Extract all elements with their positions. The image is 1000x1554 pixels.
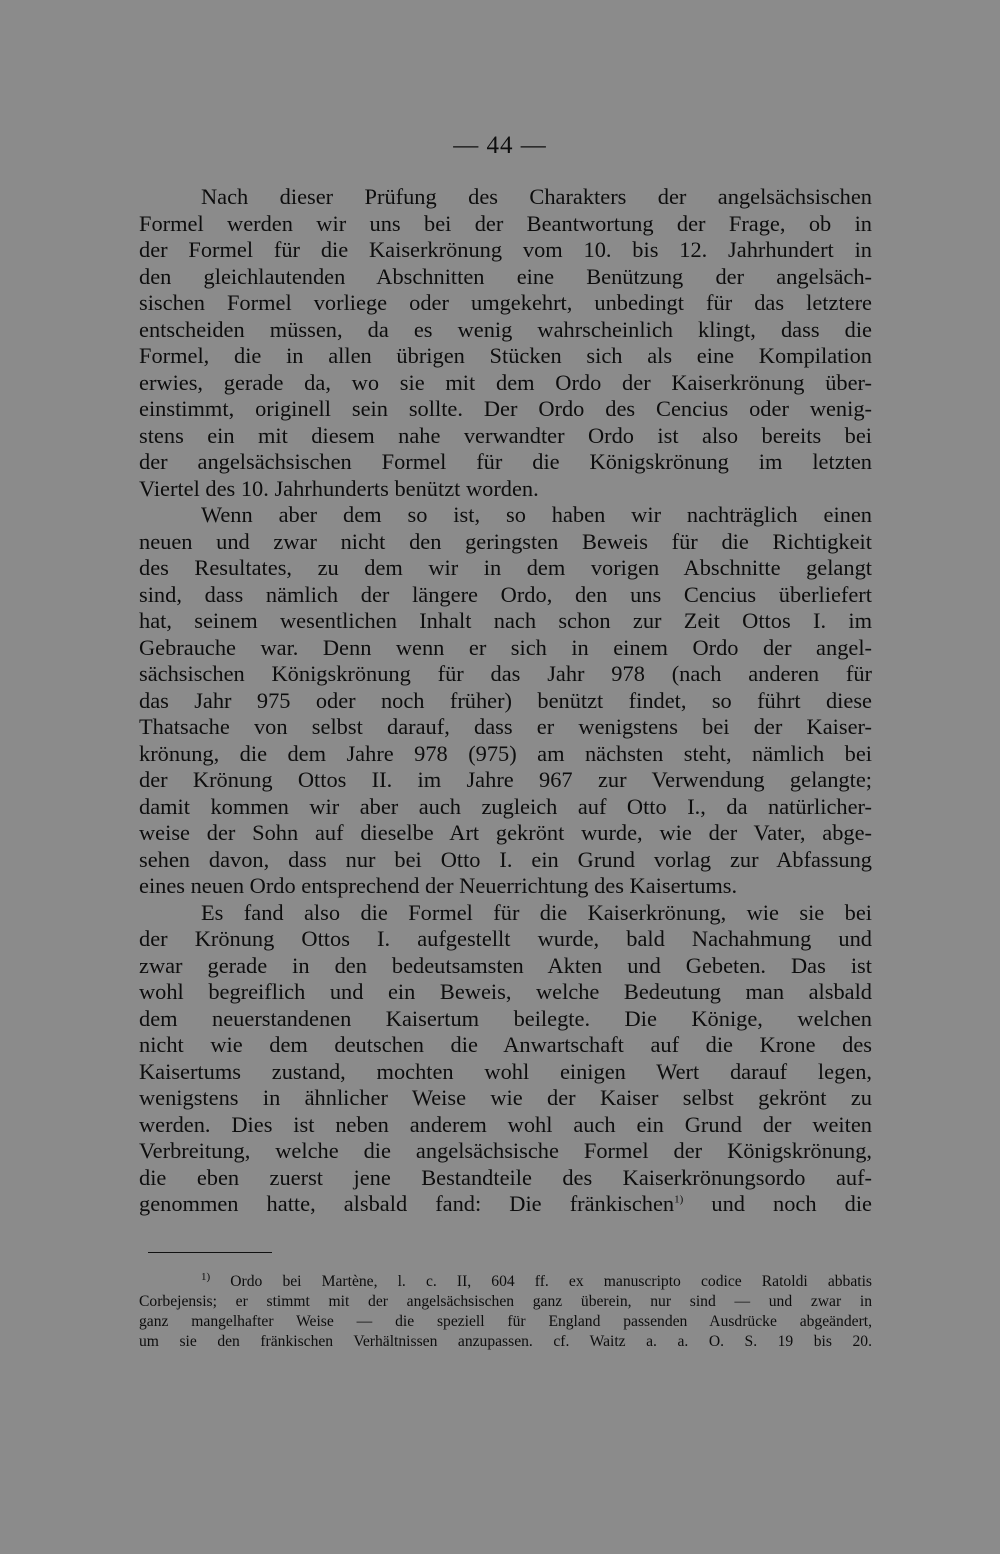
text-line: hat, seinem wesentlichen Inhalt nach schon zur Zeit Ottos I. im	[139, 608, 872, 633]
footnote-reference[interactable]: 1)	[674, 1193, 684, 1206]
text-line: eines neuen Ordo entsprechend der Neuerrichtung des Kaisertums.	[139, 873, 738, 898]
text-line: Verbreitung, welche die angelsächsische Formel der Königskrönung,	[139, 1138, 872, 1163]
footnote-line: um sie den fränkischen Verhältnissen anzupassen. cf. Waitz a. a. O. S. 19 bis 20.	[139, 1333, 872, 1350]
text-line: entscheiden müssen, da es wenig wahrscheinlich klingt, dass die	[139, 316, 872, 342]
text-fragment: und noch die	[711, 1191, 872, 1216]
text-line: wenigstens in ähnlicher Weise wie der Kaiser selbst gekrönt zu	[139, 1085, 872, 1110]
footnote-marker: 1)	[201, 1270, 211, 1283]
text-line: sehen davon, dass nur bei Otto I. ein Grund vorlag zur Abfassung	[139, 846, 872, 872]
paragraph-2	[139, 502, 872, 900]
text-line: sächsischen Königskrönung für das Jahr 978 (nach anderen für	[139, 661, 872, 686]
text-line: wohl begreiflich und ein Beweis, welche Bedeutung man alsbald	[139, 979, 872, 1004]
body-text	[139, 184, 872, 1218]
footnote-text: Ordo bei Martène, l. c. II, 604 ff. ex manuscripto codice Ratoldi abbatis	[230, 1273, 872, 1290]
text-line: einstimmt, originell sein sollte. Der Ordo des Cencius oder wenig-	[139, 396, 872, 421]
text-line: des Resultates, zu dem wir in dem vorigen Abschnitte gelangt	[139, 555, 872, 580]
text-line: die eben zuerst jene Bestandteile des Kaiserkrönungsordo auf-	[139, 1164, 872, 1190]
text-line: sind, dass nämlich der längere Ordo, den uns Cencius überliefert	[139, 581, 872, 607]
text-line: sischen Formel vorliege oder umgekehrt, unbedingt für das letztere	[139, 290, 872, 315]
text-line: damit kommen wir aber auch zugleich auf Otto I., da natürlicher-	[139, 793, 872, 819]
text-line: zwar gerade in den bedeutsamsten Akten und Gebeten. Das ist	[139, 952, 872, 978]
text-line: der Krönung Ottos I. aufgestellt wurde, bald Nachahmung und	[139, 926, 872, 951]
text-line: stens ein mit diesem nahe verwandter Ordo ist also bereits bei	[139, 422, 872, 448]
text-line: Formel, die in allen übrigen Stücken sich als eine Kompilation	[139, 343, 872, 368]
text-line: der angelsächsischen Formel für die Königskrönung im letzten	[139, 449, 872, 474]
text-line: neuen und zwar nicht den geringsten Beweis für die Richtigkeit	[139, 528, 872, 554]
text-line: Thatsache von selbst darauf, dass er wenigstens bei der Kaiser-	[139, 714, 872, 739]
text-fragment: genommen hatte, alsbald fand: Die fränkischen	[139, 1191, 675, 1216]
text-line: erwies, gerade da, wo sie mit dem Ordo der Kaiserkrönung über-	[139, 369, 872, 395]
text-line: Gebrauche war. Denn wenn er sich in einem Ordo der angel-	[139, 634, 872, 660]
footnotes	[139, 1272, 872, 1352]
text-line: der Formel für die Kaiserkrönung vom 10. bis 12. Jahrhundert in	[139, 237, 872, 262]
paragraph-3	[139, 900, 872, 1218]
page-number: — 44 —	[453, 132, 547, 159]
footnote-line: Corbejensis; er stimmt mit der angelsächsischen ganz überein, nur sind — und zwar in	[139, 1293, 872, 1310]
footnote-line	[139, 1272, 872, 1292]
text-line: dem neuerstandenen Kaisertum beilegte. Die Könige, welchen	[139, 1005, 872, 1031]
text-line: Nach dieser Prüfung des Charakters der angelsächsischen	[201, 184, 872, 209]
text-line: krönung, die dem Jahre 978 (975) am nächsten steht, nämlich bei	[139, 740, 872, 766]
text-line: weise der Sohn auf dieselbe Art gekrönt wurde, wie der Vater, abge-	[139, 820, 872, 845]
footnote-divider	[148, 1252, 272, 1253]
text-line: Kaisertums zustand, mochten wohl einigen Wert darauf legen,	[139, 1058, 872, 1084]
text-line: Es fand also die Formel für die Kaiserkrönung, wie sie bei	[201, 899, 872, 925]
text-line: nicht wie dem deutschen die Anwartschaft auf die Krone des	[139, 1032, 872, 1057]
text-line: Viertel des 10. Jahrhunderts benützt worden.	[139, 475, 539, 501]
paragraph-1	[139, 184, 872, 502]
text-line-with-footnote-ref	[139, 1191, 872, 1218]
text-line: Formel werden wir uns bei der Beantwortung der Frage, ob in	[139, 210, 872, 236]
text-line: der Krönung Ottos II. im Jahre 967 zur Verwendung gelangte;	[139, 767, 872, 792]
text-line: den gleichlautenden Abschnitten eine Benützung der angelsäch-	[139, 263, 872, 289]
footnote-line: ganz mangelhafter Weise — die speziell für England passenden Ausdrücke abgeändert,	[139, 1313, 872, 1330]
text-line: werden. Dies ist neben anderem wohl auch ein Grund der weiten	[139, 1111, 872, 1137]
text-line: das Jahr 975 oder noch früher) benützt findet, so führt diese	[139, 687, 872, 713]
text-line: Wenn aber dem so ist, so haben wir nachträglich einen	[201, 502, 872, 527]
